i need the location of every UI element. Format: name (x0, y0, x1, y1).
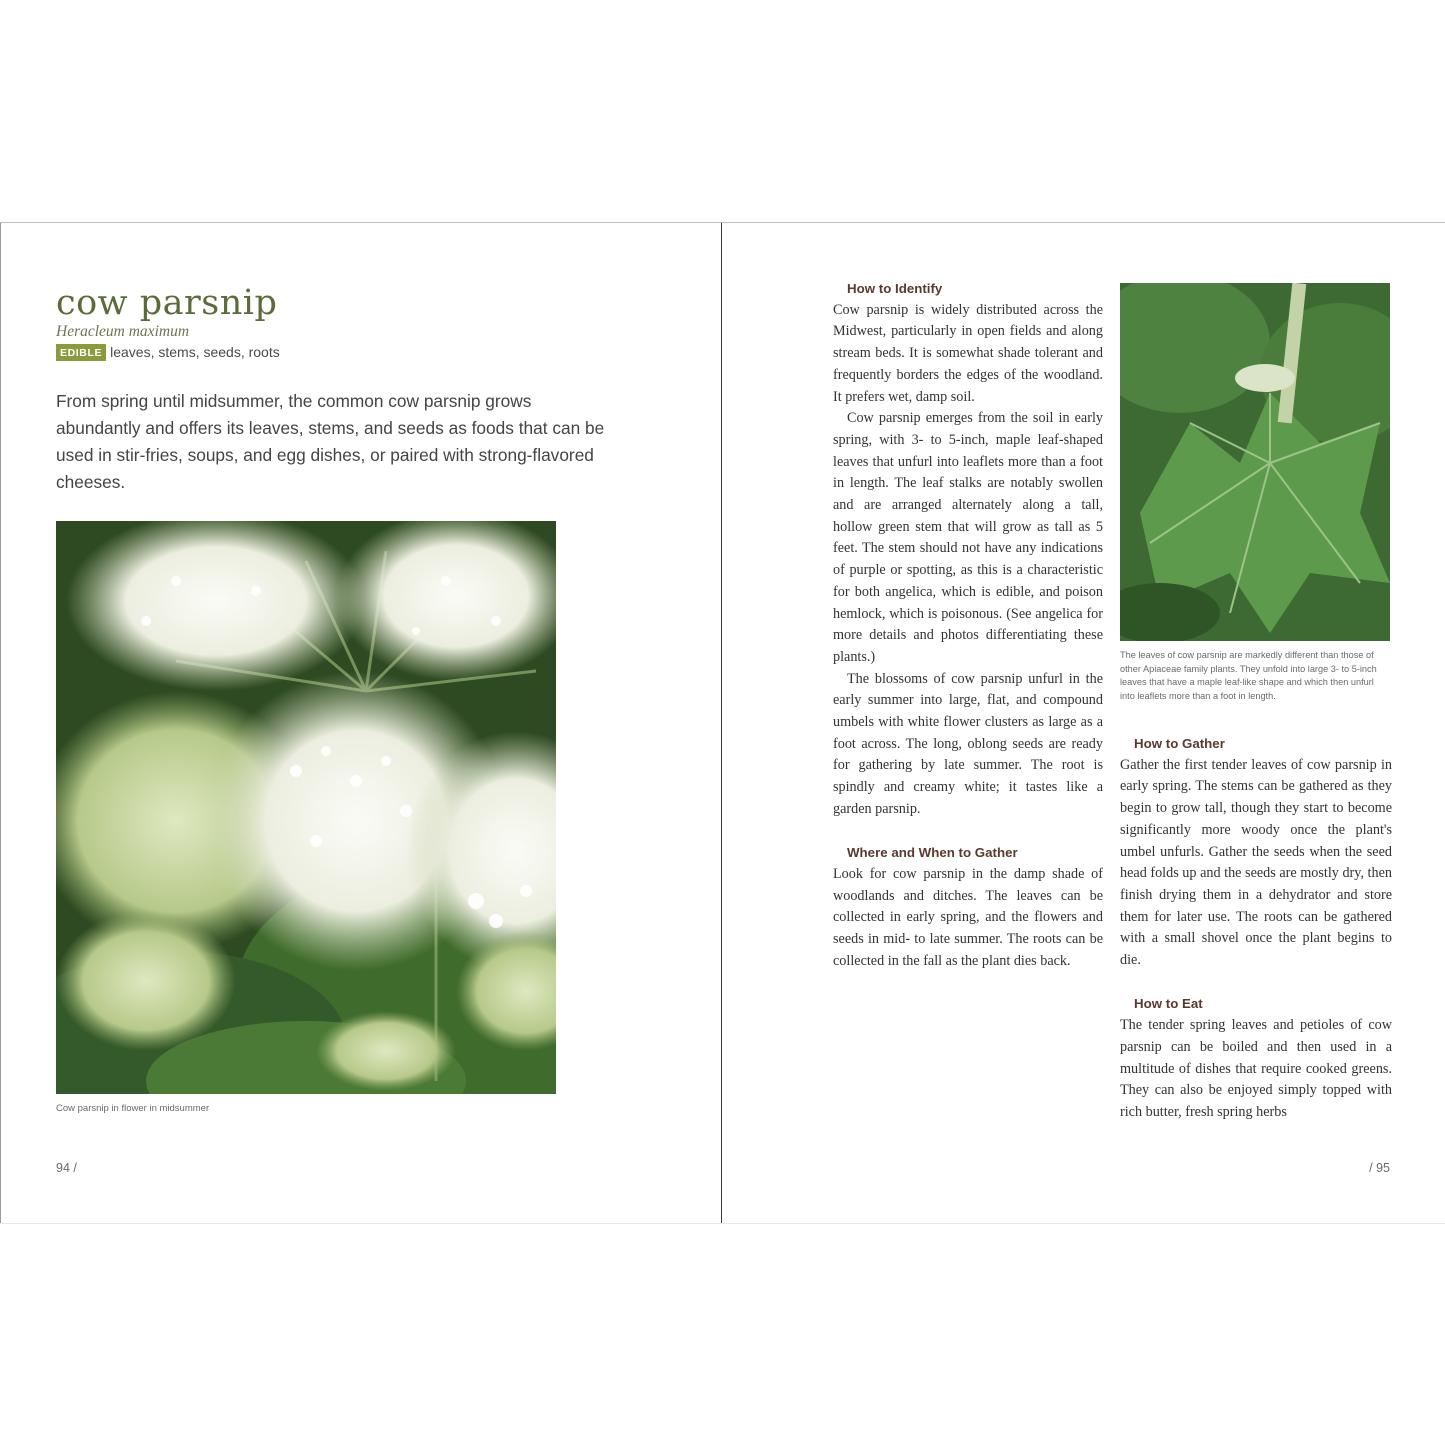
left-page (0, 223, 722, 1223)
gather-paragraph: Gather the first tender leaves of cow parsnip in early spring. The stems can be gathered as they begin to grow tall, though they start to become significantly more woody once the plant's umbel unfurls. Gather the seeds when the seed head folds up and the seeds are mostly dry, then finish drying them in a dehydrator and store them for later use. The roots can be gathered with a small shovel once the plant begins to die. (1120, 756, 1392, 969)
edible-parts: leaves, stems, seeds, roots (110, 344, 280, 360)
identify-paragraph-3: The blossoms of cow parsnip unfurl in the early summer into large, flat, and compound umbels with white flower clusters as large as a foot across. The long, oblong seeds are ready for gathering by late summer. The root is spindly and creamy white; it tastes like a garden parsnip. (833, 670, 1103, 817)
book-spread (0, 222, 1445, 1224)
page-title: cow parsnip (56, 283, 278, 323)
page-number-right: / 95 (1369, 1161, 1390, 1175)
heading-how-to-identify: How to Identify (847, 281, 943, 296)
flower-photo (56, 521, 556, 1094)
text-column-left (833, 278, 1103, 972)
right-page (722, 223, 1445, 1223)
eat-paragraph: The tender spring leaves and petioles of cow parsnip can be boiled and then used in a multitude of dishes that require cooked greens. They can also be enjoyed simply topped with rich butter, fresh spring herbs (1120, 1017, 1392, 1120)
heading-how-to-gather: How to Gather (1134, 736, 1225, 751)
edible-badge: EDIBLE (56, 344, 106, 361)
leaf-photo-caption: The leaves of cow parsnip are markedly different than those of other Apiaceae family plants. They unfold into large 3- to 5-inch leaves that have a maple leaf-like shape and which then unfurl into leaflets more than a foot in length. (1120, 650, 1377, 701)
text-column-right (1120, 733, 1392, 1124)
identify-paragraph-1: Cow parsnip is widely distributed across the Midwest, particularly in open fields and along stream beds. It is somewhat shade tolerant and frequently borders the edges of the woodland. It prefers wet, damp soil. (833, 301, 1103, 405)
intro-paragraph: From spring until midsummer, the common cow parsnip grows abundantly and offers its leaves, stems, and seeds as foods that can be used in stir-fries, soups, and egg dishes, or paired with strong-flavored cheeses. (56, 391, 605, 492)
latin-name: Heracleum maximum (56, 323, 190, 340)
heading-how-to-eat: How to Eat (1134, 996, 1203, 1012)
flower-photo-caption: Cow parsnip in flower in midsummer (56, 1103, 210, 1114)
where-when-paragraph: Look for cow parsnip in the damp shade of woodlands and ditches. The leaves can be collected in early spring, and the flowers and seeds in mid- to late summer. The roots can be collected in the fall as the plant dies back. (833, 865, 1103, 969)
page-number-left: 94 / (56, 1161, 77, 1175)
heading-where-and-when: Where and When to Gather (847, 845, 1018, 861)
identify-paragraph-2: Cow parsnip emerges from the soil in early spring, with 3- to 5-inch, maple leaf-shaped leaves that unfurl into leaflets more than a foot in length. The leaf stalks are notably swollen and are arranged alternately along a tall, hollow green stem that will grow as tall as 5 feet. The stem should not have any indications of purple or spotting, as this is a characteristic for both angelica, which is edible, and poison hemlock, which is poisonous. (See angelica for more details and photos differentiating these plants.) (833, 410, 1103, 665)
edible-row (56, 344, 280, 361)
leaf-photo (1120, 283, 1390, 641)
